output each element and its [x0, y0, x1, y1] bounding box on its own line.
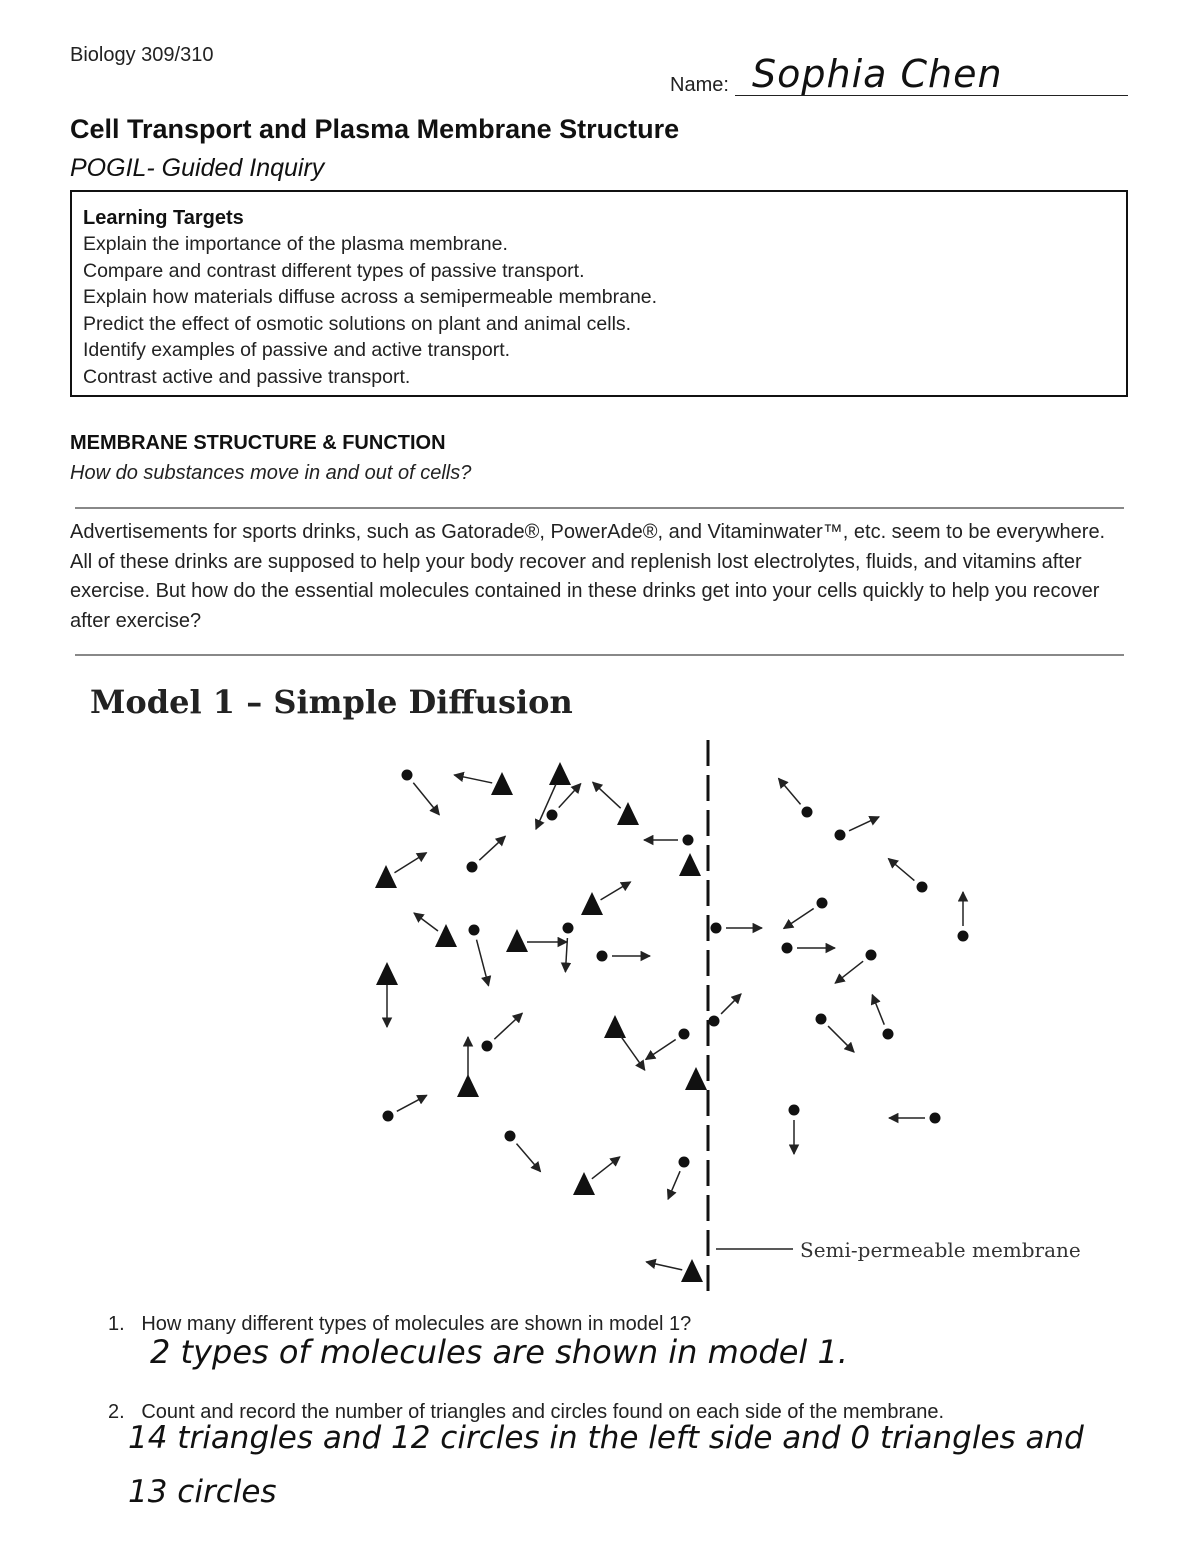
- movement-arrow: [784, 909, 814, 929]
- circle-molecule: [958, 931, 969, 942]
- triangle-molecule: [435, 924, 457, 947]
- model-title: Model 1 – Simple Diffusion: [90, 683, 573, 721]
- triangle-molecule: [457, 1074, 479, 1097]
- movement-arrow: [479, 836, 505, 860]
- movement-arrow: [397, 1095, 427, 1111]
- circle-molecule: [383, 1111, 394, 1122]
- movement-arrow: [621, 1036, 645, 1070]
- answer-1-handwritten: 2 types of molecules are shown in model 1.: [150, 1333, 848, 1371]
- circle-molecule: [917, 882, 928, 893]
- circle-molecule: [883, 1029, 894, 1040]
- movement-arrow: [559, 784, 581, 808]
- movement-arrow: [454, 775, 492, 783]
- movement-arrow: [835, 961, 863, 983]
- circle-molecule: [683, 835, 694, 846]
- question-2-number: 2.: [108, 1401, 125, 1423]
- circle-molecule: [679, 1029, 690, 1040]
- worksheet-title: Cell Transport and Plasma Membrane Structure: [70, 114, 680, 144]
- learning-targets-heading: Learning Targets: [83, 207, 244, 229]
- course-label: Biology 309/310: [70, 44, 214, 66]
- learning-target-item: Identify examples of passive and active transport.: [83, 339, 511, 362]
- name-label: Name:: [670, 74, 729, 96]
- triangle-molecule: [681, 1259, 703, 1282]
- circle-molecule: [711, 923, 722, 934]
- circle-molecule: [563, 923, 574, 934]
- circle-molecule: [782, 943, 793, 954]
- circle-molecule: [930, 1113, 941, 1124]
- circle-molecule: [679, 1157, 690, 1168]
- question-2-text: Count and record the number of triangles and circles found on each side of the membrane.: [141, 1401, 945, 1423]
- movement-arrow: [828, 1026, 854, 1052]
- movement-arrow: [721, 994, 741, 1014]
- movement-arrow: [394, 853, 426, 873]
- triangle-molecule: [375, 865, 397, 888]
- movement-arrow: [646, 1262, 682, 1270]
- triangle-molecule: [581, 892, 603, 915]
- triangle-molecule: [573, 1172, 595, 1195]
- movement-arrow: [593, 782, 621, 808]
- learning-target-item: Explain how materials diffuse across a semipermeable membrane.: [83, 286, 658, 309]
- circle-molecule: [816, 1014, 827, 1025]
- movement-arrow: [536, 784, 556, 829]
- triangle-molecule: [376, 962, 398, 985]
- intro-paragraph: Advertisements for sports drinks, such as Gatorade®, PowerAde®, and Vitaminwater™, etc. seem to be everywhere. All of these drinks are supposed to help your body recover and replenish lost electrolytes, fluids, and vitamins after exercise. But how do the essential molecules contained in these drinks get into your cells quickly to help you recover after exercise?: [70, 521, 1106, 632]
- worksheet-subtitle: POGIL- Guided Inquiry: [70, 154, 325, 182]
- circle-molecule: [802, 807, 813, 818]
- movement-arrow: [601, 882, 631, 900]
- membrane-label: Semi-permeable membrane: [800, 1238, 1081, 1262]
- learning-target-item: Contrast active and passive transport.: [83, 365, 411, 388]
- triangle-molecule: [491, 772, 513, 795]
- movement-arrow: [646, 1040, 676, 1060]
- student-name-handwritten: Sophia Chen: [752, 52, 1003, 96]
- movement-arrow: [494, 1013, 522, 1039]
- triangle-molecule: [506, 929, 528, 952]
- circle-molecule: [505, 1131, 516, 1142]
- learning-target-item: Explain the importance of the plasma membrane.: [83, 233, 508, 255]
- triangle-molecule: [549, 762, 571, 785]
- circle-molecule: [402, 770, 413, 781]
- circle-molecule: [547, 810, 558, 821]
- circle-molecule: [482, 1041, 493, 1052]
- circle-molecule: [789, 1105, 800, 1116]
- movement-arrow: [779, 778, 801, 804]
- circle-molecule: [817, 898, 828, 909]
- movement-arrow: [668, 1171, 680, 1199]
- section-heading: MEMBRANE STRUCTURE & FUNCTION: [70, 432, 446, 454]
- circle-molecule: [467, 862, 478, 873]
- section-guiding-question: How do substances move in and out of cells?: [70, 462, 472, 484]
- movement-arrow: [517, 1144, 541, 1172]
- movement-arrow: [592, 1157, 620, 1179]
- triangle-molecule: [679, 853, 701, 876]
- movement-arrow: [414, 913, 438, 931]
- triangle-molecule: [604, 1015, 626, 1038]
- movement-arrow: [477, 940, 489, 986]
- question-1-text: How many different types of molecules are shown in model 1?: [141, 1313, 692, 1335]
- movement-arrow: [888, 859, 914, 881]
- learning-target-item: Compare and contrast different types of passive transport.: [83, 259, 585, 282]
- movement-arrow: [872, 995, 884, 1025]
- learning-target-item: Predict the effect of osmotic solutions on plant and animal cells.: [83, 312, 632, 335]
- circle-molecule: [469, 925, 480, 936]
- answer-2-handwritten-line-2: 13 circles: [128, 1474, 277, 1510]
- movement-arrow: [413, 783, 439, 815]
- movement-arrow: [849, 817, 879, 831]
- circle-molecule: [866, 950, 877, 961]
- movement-arrow: [565, 938, 567, 972]
- triangle-molecule: [685, 1067, 707, 1090]
- molecules-group: [375, 762, 969, 1282]
- circle-molecule: [597, 951, 608, 962]
- circle-molecule: [709, 1016, 720, 1027]
- circle-molecule: [835, 830, 846, 841]
- answer-2-handwritten-line-1: 14 triangles and 12 circles in the left side and 0 triangles and: [128, 1420, 1084, 1456]
- triangle-molecule: [617, 802, 639, 825]
- question-1-number: 1.: [108, 1313, 125, 1335]
